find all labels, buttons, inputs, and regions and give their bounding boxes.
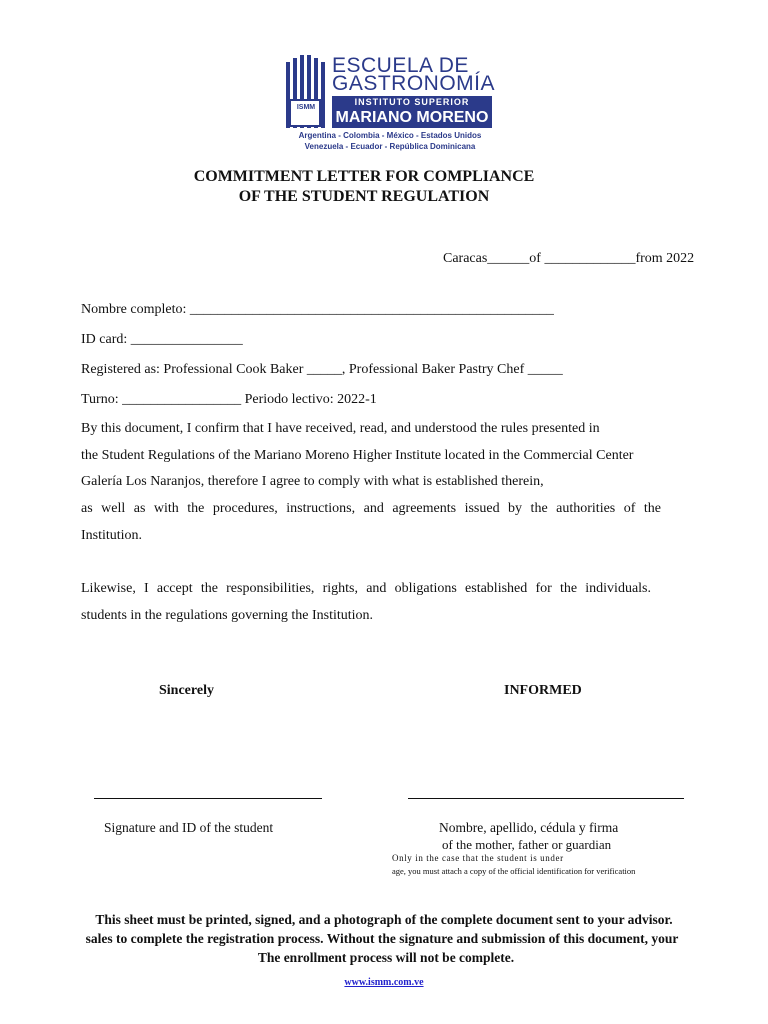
date-line: Caracas______of _____________from 2022 xyxy=(443,251,695,266)
sincerely-heading: Sincerely xyxy=(159,683,214,698)
logo-line1: ESCUELA DE xyxy=(332,54,469,77)
paragraph1-line4: as well as with the procedures, instructions, and agreements issued by the authorities of the xyxy=(81,501,661,516)
full-name-field: Nombre completo: ____________________________________________________ xyxy=(81,302,554,317)
id-card-field: ID card: ________________ xyxy=(81,332,243,347)
minor-note-2: age, you must attach a copy of the official identification for verification xyxy=(392,866,636,876)
footer-line1: This sheet must be printed, signed, and a photograph of the complete document sent to your advisor. xyxy=(95,912,673,927)
paragraph1-line1: By this document, I confirm that I have received, read, and understood the rules presented in xyxy=(81,421,600,436)
turno-field: Turno: _________________ Periodo lectivo: 2022-1 xyxy=(81,392,377,407)
footer-line2: sales to complete the registration process. Without the signature and submission of this document, your xyxy=(85,931,679,946)
paragraph2-line1: Likewise, I accept the responsibilities, rights, and obligations established for the individuals. xyxy=(81,581,651,596)
guardian-caption-1: Nombre, apellido, cédula y firma xyxy=(439,820,619,835)
logo-mark: ISMM xyxy=(296,104,316,111)
document-title-2: OF THE STUDENT REGULATION xyxy=(238,188,490,205)
student-signature-line xyxy=(94,798,322,799)
logo-columns-icon xyxy=(284,52,328,130)
logo-countries-1: Argentina - Colombia - México - Estados Unidos xyxy=(298,131,482,140)
logo-name: MARIANO MORENO xyxy=(332,108,492,128)
student-signature-caption: Signature and ID of the student xyxy=(104,820,274,835)
guardian-signature-line xyxy=(408,798,684,799)
paragraph1-line5: Institution. xyxy=(81,528,143,543)
guardian-caption-2: of the mother, father or guardian xyxy=(442,837,612,852)
website-link[interactable]: www.ismm.com.ve xyxy=(344,977,424,988)
document-title-1: COMMITMENT LETTER FOR COMPLIANCE xyxy=(193,168,535,185)
footer-line3: The enrollment process will not be complete. xyxy=(257,950,515,965)
logo-line2: GASTRONOMÍA xyxy=(332,72,496,95)
logo-countries-2: Venezuela - Ecuador - República Dominicana xyxy=(304,142,476,151)
informed-heading: INFORMED xyxy=(504,683,582,698)
registered-as-field: Registered as: Professional Cook Baker _____, Professional Baker Pastry Chef _____ xyxy=(81,362,563,377)
paragraph1-line2: the Student Regulations of the Mariano Moreno Higher Institute located in the Commercial Center xyxy=(81,448,634,463)
logo-subtitle: INSTITUTO SUPERIOR xyxy=(332,96,492,108)
paragraph1-line3: Galería Los Naranjos, therefore I agree to comply with what is established therein, xyxy=(81,474,544,489)
paragraph2-line2: students in the regulations governing the Institution. xyxy=(81,608,374,623)
minor-note-1: Only in the case that the student is under xyxy=(392,853,564,863)
